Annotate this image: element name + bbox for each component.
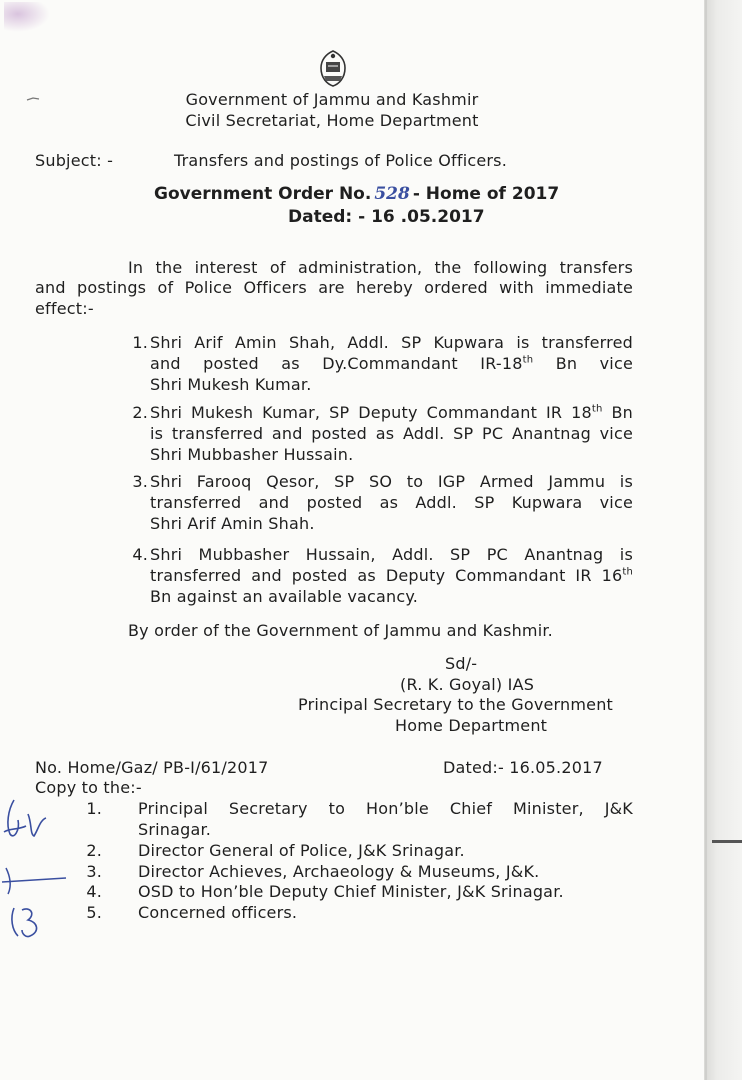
page-edge-line (705, 0, 707, 1080)
order-item-number: 3. (132, 472, 148, 491)
copy-to-label: Copy to the:- (35, 778, 142, 797)
edge-mark (712, 840, 742, 843)
copy-item-number: 1. (86, 799, 102, 818)
ink-stain (4, 2, 50, 32)
order-item-number: 1. (132, 333, 148, 352)
copy-item-number: 2. (86, 841, 102, 860)
order-item-3-line-1: Shri Farooq Qesor, SP SO to IGP Armed Jammu is (150, 472, 633, 491)
reference-dated: Dated:- 16.05.2017 (443, 758, 603, 777)
signature-department: Home Department (395, 716, 548, 735)
order-dated: Dated: - 16 .05.2017 (288, 207, 485, 227)
order-item-3-line-3: Shri Arif Amin Shah. (150, 514, 315, 533)
page-edge-shadow (704, 0, 742, 1080)
closing-line: By order of the Government of Jammu and Kashmir. (128, 621, 553, 640)
copy-item-number: 5. (86, 903, 102, 922)
reference-number: No. Home/Gaz/ PB-I/61/2017 (35, 758, 269, 777)
order-item-2-line-2: is transferred and posted as Addl. SP PC Anantnag vice (150, 424, 633, 443)
order-item-2-line-1: Shri Mukesh Kumar, SP Deputy Commandant IR 18th Bn (150, 403, 634, 422)
order-title (154, 184, 559, 204)
order-title-suffix: - Home of 2017 (412, 184, 560, 204)
intro-line-2: and postings of Police Officers are hereby ordered with immediate (35, 278, 633, 297)
signature-designation: Principal Secretary to the Government (298, 695, 614, 714)
order-item-4-line-1: Shri Mubbasher Hussain, Addl. SP PC Anantnag is (150, 545, 633, 564)
subject-text: Transfers and postings of Police Officers. (174, 151, 508, 170)
order-item-2-line-3: Shri Mubbasher Hussain. (150, 445, 354, 464)
copy-item-5: Concerned officers. (138, 903, 298, 922)
copy-item-3: Director Achieves, Archaeology & Museums, J&K. (138, 862, 540, 881)
signature-name: (R. K. Goyal) IAS (400, 675, 535, 694)
subject-label: Subject: - (35, 151, 114, 170)
order-item-number: 2. (132, 403, 148, 422)
copy-item-1-line-1: Principal Secretary to Hon’ble Chief Minister, J&K (138, 799, 633, 818)
copy-item-number: 3. (86, 862, 102, 881)
order-item-4-line-3: Bn against an available vacancy. (150, 587, 419, 606)
copy-item-2: Director General of Police, J&K Srinagar. (138, 841, 465, 860)
copy-item-number: 4. (86, 882, 102, 901)
intro-line-3: effect:- (35, 299, 94, 318)
intro-line-1: In the interest of administration, the following transfers (128, 258, 633, 277)
order-item-1-line-1: Shri Arif Amin Shah, Addl. SP Kupwara is transferred (150, 333, 633, 352)
order-item-1-line-3: Shri Mukesh Kumar. (150, 375, 312, 394)
order-title-prefix: Government Order No. (154, 184, 372, 204)
order-item-number: 4. (132, 545, 148, 564)
signature-sd: Sd/- (445, 654, 478, 673)
order-item-3-line-2: transferred and posted as Addl. SP Kupwara vice (150, 493, 633, 512)
handwritten-margin-notes (0, 790, 70, 950)
header-department: Civil Secretariat, Home Department (185, 111, 479, 130)
state-emblem-icon (316, 48, 350, 88)
header-government: Government of Jammu and Kashmir (185, 90, 479, 109)
order-number-handwritten: 528 (374, 184, 410, 204)
order-item-1-line-2: and posted as Dy.Commandant IR-18th Bn vice (150, 354, 633, 373)
margin-tick-mark (26, 94, 40, 104)
order-item-4-line-2: transferred and posted as Deputy Commandant IR 16th (150, 566, 633, 585)
copy-item-1-line-2: Srinagar. (138, 820, 212, 839)
copy-item-4: OSD to Hon’ble Deputy Chief Minister, J&K Srinagar. (138, 882, 564, 901)
